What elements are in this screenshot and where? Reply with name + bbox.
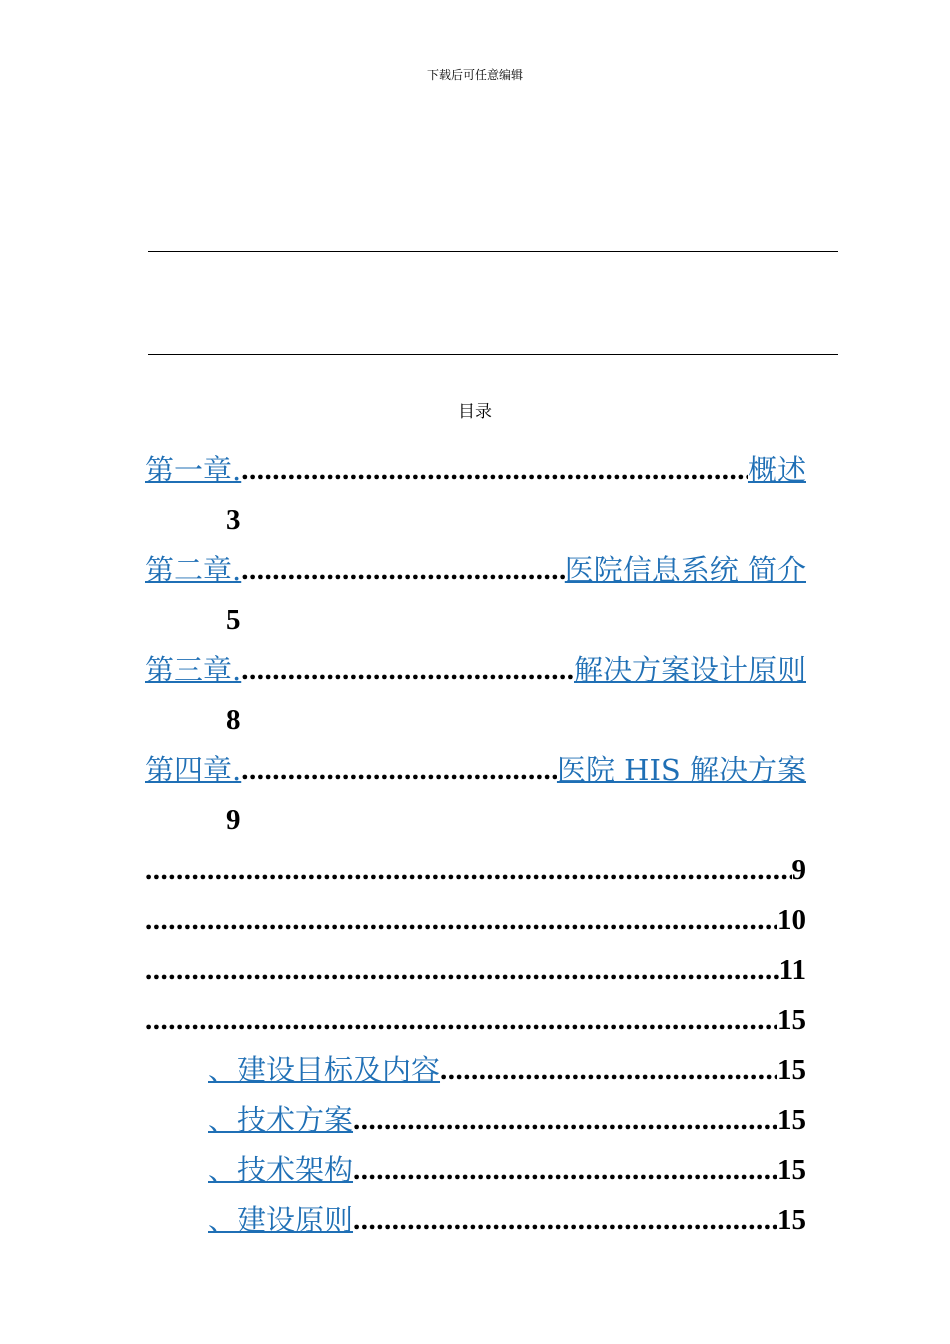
toc-subentry[interactable]: [208, 1200, 806, 1240]
chapter-page-number: 5: [226, 604, 241, 636]
page-number: 15: [777, 1154, 806, 1186]
leader-dots: [353, 1100, 777, 1140]
divider-bottom: [148, 354, 838, 355]
page-number: 11: [778, 954, 806, 986]
toc-entry-chapter-1[interactable]: [145, 450, 806, 490]
page-number: 15: [777, 1054, 806, 1086]
toc-subentry[interactable]: [208, 1100, 806, 1140]
leader-dots: [241, 650, 574, 690]
chapter-label-dot[interactable]: .: [232, 553, 242, 587]
leader-dots: [145, 900, 777, 940]
subentry-link[interactable]: 、建设原则: [208, 1203, 354, 1237]
chapter-title-link[interactable]: 概述: [747, 453, 806, 487]
toc-entry-blank[interactable]: [145, 950, 806, 990]
chapter-label-dot[interactable]: .: [232, 653, 242, 687]
leader-dots: [145, 950, 779, 990]
page-header: 下载后可任意编辑: [426, 68, 523, 82]
toc-entry-blank[interactable]: [145, 850, 806, 890]
page-number: 15: [777, 1204, 806, 1236]
leader-dots: [353, 1200, 777, 1240]
toc-subentry[interactable]: [208, 1150, 806, 1190]
chapter-label-link[interactable]: 第三章: [145, 653, 233, 687]
chapter-page-number: 8: [226, 704, 241, 736]
page-number: 15: [777, 1004, 806, 1036]
subentry-link[interactable]: 、建设目标及内容: [208, 1053, 441, 1087]
chapter-title-link[interactable]: 解决方案设计原则: [573, 653, 806, 687]
divider-top: [148, 251, 838, 252]
leader-dots: [241, 450, 748, 490]
subentry-link[interactable]: 、技术方案: [208, 1103, 354, 1137]
chapter-page-number: 9: [226, 804, 241, 836]
page-number: 10: [777, 904, 806, 936]
leader-dots: [145, 1000, 777, 1040]
leader-dots: [241, 550, 565, 590]
chapter-page-number: 3: [226, 504, 241, 536]
chapter-label-dot[interactable]: .: [232, 753, 242, 787]
toc-subentry[interactable]: [208, 1050, 806, 1090]
leader-dots: [145, 850, 792, 890]
toc-entry-chapter-2[interactable]: [145, 550, 806, 590]
leader-dots: [353, 1150, 777, 1190]
chapter-label-link[interactable]: 第二章: [145, 553, 233, 587]
toc-entry-blank[interactable]: [145, 1000, 806, 1040]
leader-dots: [440, 1050, 777, 1090]
toc-entry-chapter-4[interactable]: [145, 750, 806, 790]
chapter-title-link[interactable]: 医院信息系统 简介: [564, 553, 806, 587]
chapter-label-link[interactable]: 第一章: [145, 453, 233, 487]
toc-entry-chapter-3[interactable]: [145, 650, 806, 690]
leader-dots: [241, 750, 557, 790]
page-number: 15: [777, 1104, 806, 1136]
toc-entry-blank[interactable]: [145, 900, 806, 940]
chapter-title-link[interactable]: 医院 HIS 解决方案: [556, 753, 806, 787]
toc-title: 目录: [458, 402, 492, 422]
chapter-label-link[interactable]: 第四章: [145, 753, 233, 787]
chapter-label-dot[interactable]: .: [232, 453, 242, 487]
subentry-link[interactable]: 、技术架构: [208, 1153, 354, 1187]
page-number: 9: [791, 854, 806, 886]
